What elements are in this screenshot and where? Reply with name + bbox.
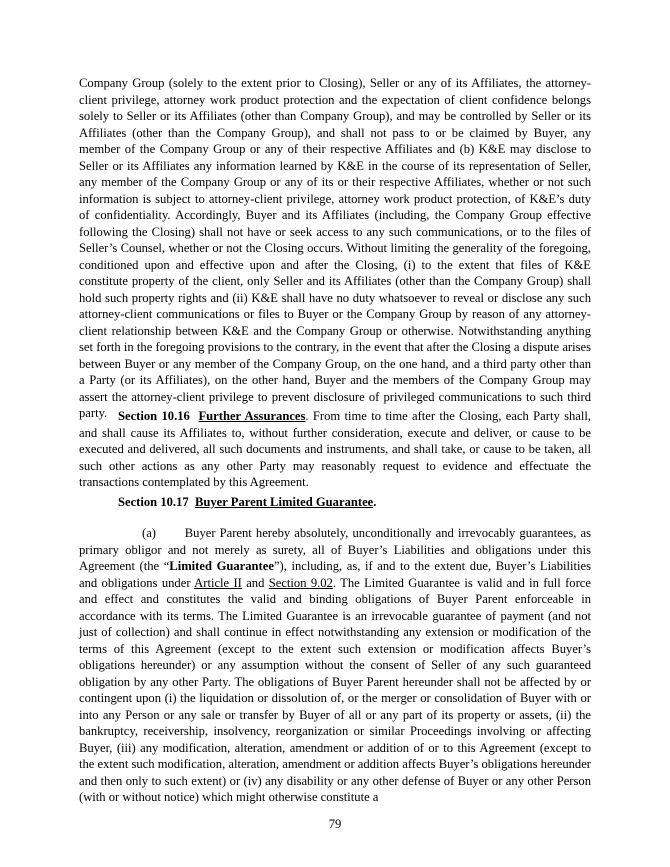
paragraph-attorney-client-privilege (79, 75, 591, 422)
section-title-period: . (373, 495, 377, 509)
section-10-16-further-assurances (79, 408, 591, 491)
page-number: 79 (328, 817, 342, 831)
subsection-label: (a) (142, 526, 156, 540)
subsection-text-1: Buyer Parent hereby absolutely, unconditionally and irrevocably guarantees, as primary obligor and not merely as surety, all of Buyer’s Liabilities and obligations under this Agreement (the “ (79, 526, 591, 573)
subsection-text-2: ”), including, as, if and to the extent due, Buyer’s Liabilities and obligations under (79, 559, 591, 590)
section-title: Further Assurances (198, 409, 306, 423)
subsection-a-limited-guarantee (79, 525, 591, 806)
subsection-text-3: and (241, 575, 269, 590)
section-10-17-heading (79, 494, 591, 511)
subsection-text-4: . The Limited Guarantee is valid and in full force and effect and constitutes the valid and binding obligations of Buyer Parent enforceable in accordance with its terms. The Limited Guarantee is an irrevocable guarantee of payment (and not just of collection) and shall continue in effect notwithstanding any extension or modification of the terms of this Agreement (except to the extent such extension or modification affects Buyer’s obligations hereunder) or any assumption without the consent of Seller of any such guaranteed obligation by any other Party. The obligations of Buyer Parent hereunder shall not be affected by or contingent upon (i) the liquidation or dissolution of, or the merger or consolidation of Buyer with or into any Person or any sale or transfer by Buyer of all or any part of its property or assets, (ii) the bankruptcy, receivership, insolvency, reorganization or similar Proceedings involving or affecting Buyer, (iii) any modification, alteration, amendment or addition of or to this Agreement (except to the extent such modification, alteration, amendment or addition affects Buyer’s obligations hereunder and then only to such extent) or (iv) any disability or any other defense of Buyer or any other Person (with or without notice) which might otherwise constitute a (79, 575, 591, 804)
paragraph-text: Company Group (solely to the extent prior to Closing), Seller or any of its Affiliates, the attorney-client privilege, attorney work product protection and the expectation of client confidence belongs solely to Seller or its Affiliates (other than Company Group), and may be controlled by Seller or its Affiliates (other than the Company Group), and shall not pass to or be claimed by Buyer, any member of the Company Group or any of their respective Affiliates and (b) K&E may disclose to Seller or its Affiliates any information learned by K&E in the course of its representation of Seller, any member of the Company Group or any of its or their respective Affiliates, whether or not such information is subject to attorney-client privilege, attorney work product protection, of K&E’s duty of confidentiality. Accordingly, Buyer and its Affiliates (including, the Company Group effective following the Closing) shall not have or seek access to any such communications, or to the files of Seller’s Counsel, whether or not the Closing occurs. Without limiting the generality of the foregoing, conditioned upon and effective upon and after the Closing, (i) to the extent that files of K&E constitute property of the client, only Seller and its Affiliates (other than the Company Group) shall hold such property rights and (ii) K&E shall have no duty whatsoever to reveal or disclose any such attorney-client communications or files to Buyer or the Company Group by reason of any attorney-client relationship between K&E and the Company Group or otherwise. Notwithstanding anything set forth in the foregoing provisions to the contrary, in the event that after the Closing a dispute arises between Buyer or any member of the Company Group, on the one hand, and a third party other than a Party (or its Affiliates), on the other hand, Buyer and the members of the Company Group may assert the attorney-client privilege to prevent disclosure of privileged communications to such third party. (79, 76, 591, 420)
section-number: Section 10.17 (118, 495, 189, 509)
section-reference: Section 9.02 (268, 575, 333, 590)
section-text: . From time to time after the Closing, each Party shall, and shall cause its Affiliates to, without further consideration, execute and deliver, or cause to be executed and delivered, all such documents and instruments, and shall take, or cause to be taken, all such other actions as any other Party may reasonably request to evidence and effectuate the transactions contemplated by this Agreement. (79, 409, 591, 489)
defined-term: Limited Guarantee (169, 559, 274, 573)
article-reference: Article II (194, 575, 242, 590)
section-title: Buyer Parent Limited Guarantee (194, 495, 374, 509)
section-number: Section 10.16 (118, 409, 190, 423)
